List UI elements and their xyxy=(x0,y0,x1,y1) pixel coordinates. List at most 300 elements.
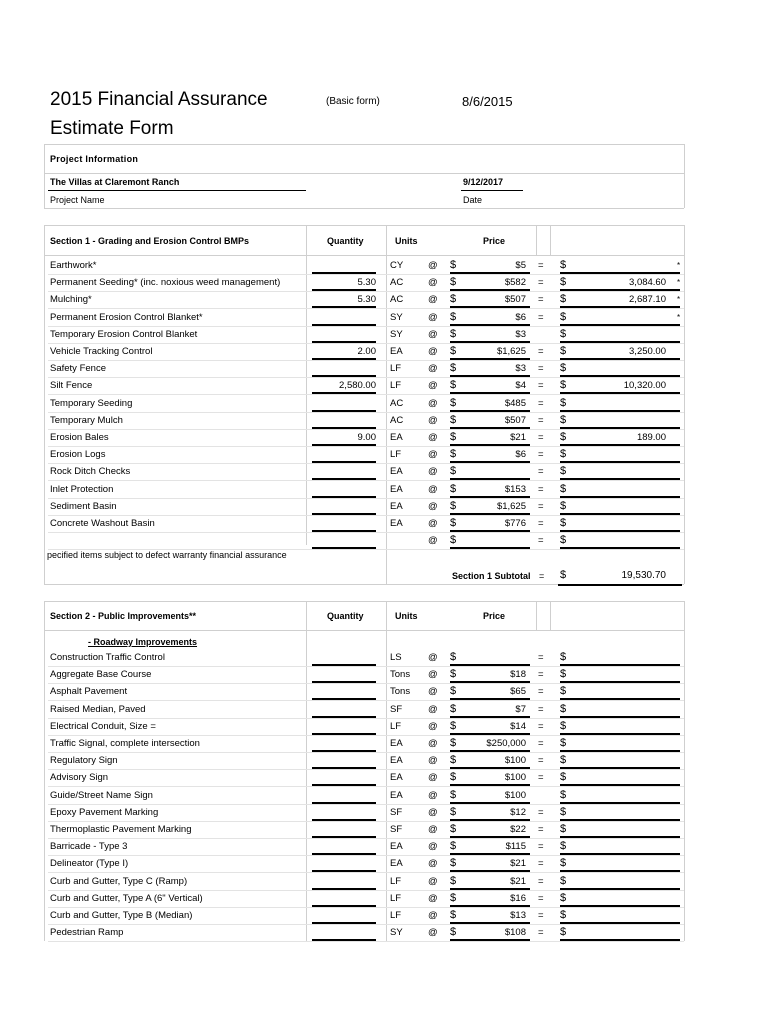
line-item-unit: LF xyxy=(390,892,402,904)
quantity-field[interactable] xyxy=(312,873,376,890)
price-dollar-sign: $ xyxy=(450,685,457,698)
equals-sign: = xyxy=(538,432,544,443)
line-item-name: Advisory Sign xyxy=(50,772,109,784)
section2-col-quantity: Quantity xyxy=(327,611,364,621)
quantity-field[interactable] xyxy=(312,666,376,683)
table-row xyxy=(0,360,770,377)
quantity-field[interactable] xyxy=(312,787,376,804)
unit-price: $1,625 xyxy=(496,346,526,357)
line-item-name: Pedestrian Ramp xyxy=(50,927,124,939)
total-dollar-sign: $ xyxy=(560,668,567,681)
unit-price xyxy=(460,532,526,549)
total-dollar-sign: $ xyxy=(560,259,567,271)
quantity-field[interactable] xyxy=(312,838,376,855)
line-total xyxy=(570,838,666,855)
equals-sign: = xyxy=(538,500,544,512)
table-row xyxy=(0,463,770,480)
total-dollar-sign: $ xyxy=(560,840,567,853)
at-symbol: @ xyxy=(428,910,438,921)
quantity-field[interactable] xyxy=(312,735,376,752)
unit-price xyxy=(460,463,526,480)
equals-sign: = xyxy=(538,910,544,921)
at-symbol: @ xyxy=(428,277,438,289)
line-item-unit: SY xyxy=(390,311,403,323)
line-item-unit: EA xyxy=(390,466,403,478)
equals-sign: = xyxy=(538,858,544,870)
total-dollar-sign: $ xyxy=(560,651,567,663)
quantity-field[interactable] xyxy=(312,532,376,549)
price-dollar-sign: $ xyxy=(450,396,457,409)
price-dollar-sign: $ xyxy=(450,788,457,801)
form-title-line2: Estimate Form xyxy=(50,118,174,139)
total-dollar-sign: $ xyxy=(560,465,567,478)
quantity-field[interactable] xyxy=(312,412,376,429)
unit-price: $16 xyxy=(510,892,526,904)
quantity-field[interactable] xyxy=(312,446,376,463)
line-item-name: Regulatory Sign xyxy=(50,755,118,767)
equals-sign: = xyxy=(538,824,544,835)
line-item-unit: CY xyxy=(390,260,404,271)
equals-sign: = xyxy=(538,518,544,529)
line-total xyxy=(570,890,666,907)
equals-sign: = xyxy=(538,449,544,461)
price-dollar-sign: $ xyxy=(450,823,457,835)
table-row xyxy=(0,532,770,549)
line-total: 2,687.10 xyxy=(629,294,666,306)
at-symbol: @ xyxy=(428,720,438,732)
line-total xyxy=(570,257,666,274)
at-symbol: @ xyxy=(428,328,438,340)
line-total xyxy=(570,412,666,429)
at-symbol: @ xyxy=(428,927,438,939)
total-dollar-sign: $ xyxy=(560,396,567,409)
line-total xyxy=(570,666,666,683)
line-total xyxy=(570,787,666,804)
equals-sign: = xyxy=(538,380,544,392)
line-total: 3,084.60 xyxy=(629,277,666,289)
total-dollar-sign: $ xyxy=(560,771,567,784)
section1-col-quantity: Quantity xyxy=(327,236,364,246)
quantity-field[interactable] xyxy=(312,481,376,498)
at-symbol: @ xyxy=(428,824,438,835)
equals-sign: = xyxy=(538,755,544,767)
form-type-label: (Basic form) xyxy=(326,96,380,107)
price-dollar-sign: $ xyxy=(450,310,457,323)
table-row xyxy=(0,257,770,274)
line-total xyxy=(570,463,666,480)
line-item-name: Curb and Gutter, Type B (Median) xyxy=(50,910,193,921)
unit-price: $153 xyxy=(504,483,526,495)
line-item-unit: LS xyxy=(390,652,402,663)
table-row xyxy=(0,821,770,838)
line-total xyxy=(570,735,666,752)
quantity-field[interactable]: 5.30 xyxy=(312,291,376,308)
total-dollar-sign: $ xyxy=(560,379,567,392)
line-item-name: Mulching* xyxy=(50,294,92,306)
unit-price: $1,625 xyxy=(496,500,526,512)
project-name-value[interactable]: The Villas at Claremont Ranch xyxy=(50,177,180,187)
line-item-name: Curb and Gutter, Type C (Ramp) xyxy=(50,875,188,887)
warranty-asterisk: * xyxy=(677,312,681,322)
equals-sign: = xyxy=(538,738,544,749)
line-item-name: Permanent Seeding* (inc. noxious weed management) xyxy=(50,277,281,289)
section1-title: Section 1 - Grading and Erosion Control BMPs xyxy=(50,236,250,246)
line-item-unit: LF xyxy=(390,363,402,375)
total-dollar-sign: $ xyxy=(560,327,567,340)
at-symbol: @ xyxy=(428,686,438,698)
row-divider xyxy=(48,941,684,942)
at-symbol: @ xyxy=(428,789,438,801)
equals-sign: = xyxy=(538,669,544,681)
at-symbol: @ xyxy=(428,892,438,904)
line-item-name: Construction Traffic Control xyxy=(50,652,165,663)
table-row xyxy=(0,804,770,821)
line-item-unit: LF xyxy=(390,720,402,732)
line-item-unit: EA xyxy=(390,755,403,767)
price-dollar-sign: $ xyxy=(450,840,457,853)
unit-price: $507 xyxy=(504,294,526,306)
at-symbol: @ xyxy=(428,652,438,663)
quantity-field[interactable] xyxy=(312,855,376,872)
line-item-name: Barricade - Type 3 xyxy=(50,841,128,853)
quantity-field[interactable] xyxy=(312,326,376,343)
line-item-name: Earthwork* xyxy=(50,260,97,271)
line-item-name: Traffic Signal, complete intersection xyxy=(50,738,200,749)
price-dollar-sign: $ xyxy=(450,482,457,495)
price-dollar-sign: $ xyxy=(450,327,457,340)
at-symbol: @ xyxy=(428,500,438,512)
table-row xyxy=(0,326,770,343)
table-row xyxy=(0,515,770,532)
line-total xyxy=(570,769,666,786)
line-item-unit: EA xyxy=(390,483,403,495)
line-item-name: Raised Median, Paved xyxy=(50,703,146,715)
quantity-field[interactable] xyxy=(312,821,376,838)
equals-sign: = xyxy=(538,535,544,547)
table-row xyxy=(0,291,770,308)
unit-price: $582 xyxy=(504,277,526,289)
section1-subtotal-label: Section 1 Subtotal xyxy=(452,571,531,581)
price-dollar-sign: $ xyxy=(450,448,457,461)
quantity-field[interactable] xyxy=(312,463,376,480)
total-dollar-sign: $ xyxy=(560,685,567,698)
at-symbol: @ xyxy=(428,294,438,306)
line-item-unit: EA xyxy=(390,346,403,357)
price-dollar-sign: $ xyxy=(450,668,457,681)
line-item-unit: Tons xyxy=(390,669,411,681)
at-symbol: @ xyxy=(428,380,438,392)
unit-price: $3 xyxy=(515,363,526,375)
equals-sign: = xyxy=(538,875,544,887)
line-item-name: Temporary Mulch xyxy=(50,414,123,426)
line-item-unit: EA xyxy=(390,518,403,529)
total-dollar-sign: $ xyxy=(560,719,567,732)
line-item-unit: SY xyxy=(390,328,403,340)
unit-price: $4 xyxy=(515,380,526,392)
line-total xyxy=(570,924,666,941)
equals-sign: = xyxy=(538,703,544,715)
section1-footnote: pecified items subject to defect warranty financial assurance xyxy=(47,550,287,560)
price-dollar-sign: $ xyxy=(450,702,457,715)
line-total: 10,320.00 xyxy=(623,380,666,392)
table-row xyxy=(0,481,770,498)
table-row xyxy=(0,769,770,786)
unit-price: $3 xyxy=(515,328,526,340)
unit-price: $108 xyxy=(504,927,526,939)
unit-price: $100 xyxy=(504,772,526,784)
quantity-field[interactable] xyxy=(312,257,376,274)
section2-subheading: - Roadway Improvements xyxy=(88,637,198,647)
total-dollar-sign: $ xyxy=(560,276,567,289)
equals-sign: = xyxy=(538,414,544,426)
unit-price: $6 xyxy=(515,311,526,323)
table-row xyxy=(0,752,770,769)
price-dollar-sign: $ xyxy=(450,909,457,921)
total-dollar-sign: $ xyxy=(560,891,567,904)
unit-price: $13 xyxy=(510,910,526,921)
table-row xyxy=(0,855,770,872)
unit-price: $250,000 xyxy=(486,738,526,749)
equals-sign: = xyxy=(538,841,544,853)
line-item-name: Erosion Bales xyxy=(50,432,109,443)
unit-price: $65 xyxy=(510,686,526,698)
at-symbol: @ xyxy=(428,858,438,870)
line-total xyxy=(570,855,666,872)
quantity-field[interactable]: 9.00 xyxy=(312,429,376,446)
price-dollar-sign: $ xyxy=(450,737,457,749)
section1-col-price: Price xyxy=(483,236,506,246)
line-total xyxy=(570,395,666,412)
equals-sign: = xyxy=(538,260,544,271)
equals-sign: = xyxy=(538,927,544,939)
section1-subtotal-dollar: $ xyxy=(560,569,567,581)
at-symbol: @ xyxy=(428,397,438,409)
line-total xyxy=(570,481,666,498)
quantity-field[interactable] xyxy=(312,515,376,532)
line-item-unit: SF xyxy=(390,806,403,818)
unit-price: $12 xyxy=(510,806,526,818)
section2-col-units: Units xyxy=(395,611,418,621)
total-dollar-sign: $ xyxy=(560,499,567,512)
line-total xyxy=(570,649,666,666)
table-row xyxy=(0,683,770,700)
table-row xyxy=(0,718,770,735)
table-row xyxy=(0,787,770,804)
total-dollar-sign: $ xyxy=(560,702,567,715)
table-row xyxy=(0,377,770,394)
quantity-field[interactable] xyxy=(312,498,376,515)
at-symbol: @ xyxy=(428,483,438,495)
total-dollar-sign: $ xyxy=(560,909,567,921)
at-symbol: @ xyxy=(428,432,438,443)
line-item-unit: Tons xyxy=(390,686,411,698)
total-dollar-sign: $ xyxy=(560,482,567,495)
total-dollar-sign: $ xyxy=(560,517,567,529)
price-dollar-sign: $ xyxy=(450,413,457,426)
line-item-name: Guide/Street Name Sign xyxy=(50,789,153,801)
price-dollar-sign: $ xyxy=(450,345,457,357)
equals-sign: = xyxy=(538,483,544,495)
at-symbol: @ xyxy=(428,311,438,323)
line-item-unit: LF xyxy=(390,380,402,392)
total-dollar-sign: $ xyxy=(560,362,567,375)
line-item-name: Delineator (Type I) xyxy=(50,858,129,870)
project-date-value[interactable]: 9/12/2017 xyxy=(463,177,504,187)
at-symbol: @ xyxy=(428,449,438,461)
total-dollar-sign: $ xyxy=(560,534,567,547)
total-dollar-sign: $ xyxy=(560,788,567,801)
quantity-field[interactable] xyxy=(312,649,376,666)
form-date: 8/6/2015 xyxy=(462,94,513,109)
quantity-field[interactable]: 5.30 xyxy=(312,274,376,291)
line-item-unit: EA xyxy=(390,772,403,784)
at-symbol: @ xyxy=(428,875,438,887)
line-total xyxy=(570,752,666,769)
quantity-field[interactable] xyxy=(312,701,376,718)
section1-subtotal-equals: = xyxy=(539,571,545,581)
quantity-field[interactable] xyxy=(312,683,376,700)
at-symbol: @ xyxy=(428,703,438,715)
section1-subtotal-value: 19,530.70 xyxy=(621,570,666,581)
table-row xyxy=(0,701,770,718)
total-dollar-sign: $ xyxy=(560,805,567,818)
unit-price: $100 xyxy=(504,789,526,801)
quantity-field[interactable]: 2.00 xyxy=(312,343,376,360)
total-dollar-sign: $ xyxy=(560,310,567,323)
table-row xyxy=(0,446,770,463)
line-item-name: Electrical Conduit, Size = xyxy=(50,720,156,732)
equals-sign: = xyxy=(538,686,544,698)
line-item-unit: AC xyxy=(390,414,404,426)
unit-price: $776 xyxy=(504,518,526,529)
section1-col-units: Units xyxy=(395,236,418,246)
at-symbol: @ xyxy=(428,466,438,478)
warranty-asterisk: * xyxy=(677,261,681,270)
quantity-field[interactable]: 2,580.00 xyxy=(312,377,376,394)
price-dollar-sign: $ xyxy=(450,276,457,289)
at-symbol: @ xyxy=(428,535,438,547)
line-item-unit: SF xyxy=(390,703,403,715)
line-item-name: Erosion Logs xyxy=(50,449,106,461)
line-item-name: Permanent Erosion Control Blanket* xyxy=(50,311,203,323)
price-dollar-sign: $ xyxy=(450,293,457,306)
line-item-name: Thermoplastic Pavement Marking xyxy=(50,824,192,835)
total-dollar-sign: $ xyxy=(560,431,567,443)
quantity-field[interactable] xyxy=(312,890,376,907)
line-item-unit: EA xyxy=(390,432,403,443)
at-symbol: @ xyxy=(428,806,438,818)
line-item-name: Silt Fence xyxy=(50,380,93,392)
total-dollar-sign: $ xyxy=(560,448,567,461)
price-dollar-sign: $ xyxy=(450,499,457,512)
line-item-unit: EA xyxy=(390,858,403,870)
price-dollar-sign: $ xyxy=(450,465,457,478)
section2-title: Section 2 - Public Improvements** xyxy=(50,611,197,621)
unit-price: $507 xyxy=(504,414,526,426)
price-dollar-sign: $ xyxy=(450,771,457,784)
table-row xyxy=(0,649,770,666)
line-item-name: Concrete Washout Basin xyxy=(50,518,155,529)
line-total xyxy=(570,683,666,700)
line-item-unit: SY xyxy=(390,927,403,939)
line-item-unit: AC xyxy=(390,397,404,409)
unit-price: $7 xyxy=(515,703,526,715)
quantity-field[interactable] xyxy=(312,360,376,377)
total-dollar-sign: $ xyxy=(560,926,567,939)
project-date-label: Date xyxy=(463,195,483,205)
quantity-field[interactable] xyxy=(312,395,376,412)
quantity-field[interactable] xyxy=(312,718,376,735)
quantity-field[interactable] xyxy=(312,752,376,769)
unit-price: $6 xyxy=(515,449,526,461)
total-dollar-sign: $ xyxy=(560,737,567,749)
line-total xyxy=(570,446,666,463)
quantity-field[interactable] xyxy=(312,924,376,941)
table-row xyxy=(0,890,770,907)
line-item-unit: LF xyxy=(390,875,402,887)
equals-sign: = xyxy=(538,346,544,357)
line-total xyxy=(570,360,666,377)
unit-price: $100 xyxy=(504,755,526,767)
total-dollar-sign: $ xyxy=(560,857,567,870)
equals-sign: = xyxy=(538,652,544,663)
equals-sign: = xyxy=(538,294,544,306)
table-row xyxy=(0,924,770,941)
line-total xyxy=(570,873,666,890)
price-dollar-sign: $ xyxy=(450,874,457,887)
line-item-unit: EA xyxy=(390,789,403,801)
line-total xyxy=(570,326,666,343)
quantity-field[interactable] xyxy=(312,309,376,326)
table-row xyxy=(0,274,770,291)
line-item-name: Temporary Seeding xyxy=(50,397,133,409)
equals-sign: = xyxy=(538,466,544,478)
line-item-unit: AC xyxy=(390,277,404,289)
table-row xyxy=(0,343,770,360)
equals-sign: = xyxy=(538,720,544,732)
price-dollar-sign: $ xyxy=(450,534,457,547)
table-row xyxy=(0,907,770,924)
line-item-name: Rock Ditch Checks xyxy=(50,466,131,478)
project-name-label: Project Name xyxy=(50,195,105,205)
table-row xyxy=(0,395,770,412)
price-dollar-sign: $ xyxy=(450,362,457,375)
price-dollar-sign: $ xyxy=(450,805,457,818)
unit-price: $22 xyxy=(510,824,526,835)
price-dollar-sign: $ xyxy=(450,857,457,870)
section2-col-price: Price xyxy=(483,611,506,621)
line-total xyxy=(570,309,666,326)
at-symbol: @ xyxy=(428,841,438,853)
line-item-unit: EA xyxy=(390,738,403,749)
unit-price xyxy=(460,649,526,666)
line-total: 3,250.00 xyxy=(629,346,666,357)
warranty-asterisk: * xyxy=(677,278,681,288)
unit-price: $485 xyxy=(504,397,526,409)
price-dollar-sign: $ xyxy=(450,379,457,392)
quantity-field[interactable] xyxy=(312,907,376,924)
line-item-unit: EA xyxy=(390,841,403,853)
price-dollar-sign: $ xyxy=(450,719,457,732)
line-item-unit: SF xyxy=(390,824,403,835)
form-title-line1: 2015 Financial Assurance xyxy=(50,89,268,110)
quantity-field[interactable] xyxy=(312,804,376,821)
unit-price: $21 xyxy=(510,432,526,443)
quantity-field[interactable] xyxy=(312,769,376,786)
at-symbol: @ xyxy=(428,669,438,681)
equals-sign: = xyxy=(538,397,544,409)
price-dollar-sign: $ xyxy=(450,891,457,904)
